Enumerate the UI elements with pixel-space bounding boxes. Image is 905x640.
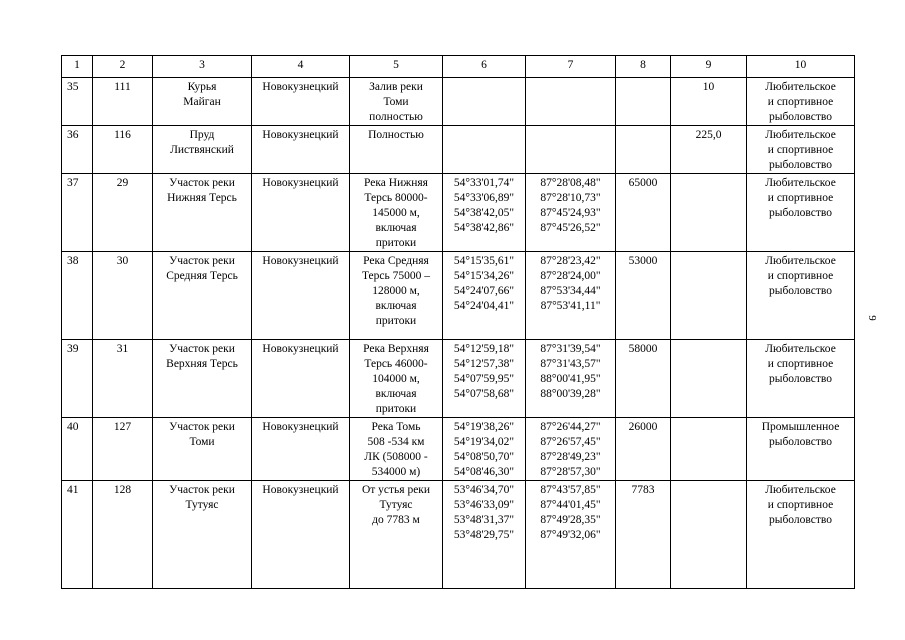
- register-id-cell: 29: [93, 174, 153, 252]
- district-cell: Новокузнецкий: [252, 78, 350, 126]
- area-cell: [671, 340, 747, 418]
- latitude-line: 54°15'35,61": [453, 255, 515, 267]
- longitude-line: 88°00'41,95": [540, 373, 601, 385]
- longitude-line: 87°53'34,44": [540, 285, 601, 297]
- longitude-line: 87°26'57,45": [540, 436, 601, 448]
- boundary-description-cell: [350, 418, 443, 481]
- latitude-cell: [443, 126, 526, 174]
- header-cell: 1: [62, 56, 93, 78]
- description-line: 508 -534 км: [367, 436, 425, 448]
- area-cell: [671, 418, 747, 481]
- longitude-line: 87°28'10,73": [540, 192, 601, 204]
- longitude-line: 87°53'41,11": [540, 300, 601, 312]
- longitude-line: 87°28'24,00": [540, 270, 601, 282]
- description-line: 145000 м,: [372, 207, 420, 219]
- header-cell: 8: [616, 56, 671, 78]
- description-line: 534000 м): [371, 466, 421, 478]
- water-body-name-cell: [153, 252, 252, 340]
- purpose-cell: [747, 340, 855, 418]
- length-cell: 26000: [616, 418, 671, 481]
- description-line: притоки: [375, 237, 417, 249]
- purpose-cell: [747, 481, 855, 589]
- latitude-line: 54°12'57,38": [453, 358, 515, 370]
- table-row: [62, 78, 855, 126]
- longitude-line: 87°49'28,35": [540, 514, 601, 526]
- latitude-cell: [443, 340, 526, 418]
- register-id-cell: 128: [93, 481, 153, 589]
- longitude-line: 87°26'44,27": [540, 421, 601, 433]
- longitude-line: 87°49'32,06": [540, 529, 601, 541]
- table-row: [62, 481, 855, 589]
- header-cell: 4: [252, 56, 350, 78]
- table-row: [62, 126, 855, 174]
- table-header-row: [62, 56, 855, 78]
- description-line: притоки: [375, 315, 417, 327]
- area-cell: [671, 174, 747, 252]
- water-body-name-cell: [153, 174, 252, 252]
- register-id-cell: 116: [93, 126, 153, 174]
- length-cell: 53000: [616, 252, 671, 340]
- name-line: Участок реки: [169, 421, 235, 433]
- district-cell: Новокузнецкий: [252, 252, 350, 340]
- purpose-line: рыболовство: [768, 285, 832, 297]
- district-cell: Новокузнецкий: [252, 481, 350, 589]
- row-number-cell: 40: [62, 418, 93, 481]
- header-cell: 7: [526, 56, 616, 78]
- latitude-line: 54°12'59,18": [453, 343, 515, 355]
- area-cell: 10: [671, 78, 747, 126]
- purpose-line: и спортивное: [767, 499, 834, 511]
- latitude-line: 54°15'34,26": [453, 270, 515, 282]
- latitude-line: 54°24'07,66": [453, 285, 515, 297]
- purpose-cell: [747, 418, 855, 481]
- longitude-line: 87°31'43,57": [540, 358, 601, 370]
- latitude-line: 53°46'33,09": [453, 499, 515, 511]
- description-line: 104000 м,: [372, 373, 420, 385]
- description-line: Река Нижняя: [364, 177, 428, 189]
- table-row: [62, 174, 855, 252]
- water-body-name-cell: [153, 340, 252, 418]
- latitude-line: 54°19'34,02": [453, 436, 515, 448]
- purpose-cell: [747, 126, 855, 174]
- row-number-cell: 35: [62, 78, 93, 126]
- longitude-line: 87°28'08,48": [540, 177, 601, 189]
- longitude-line: 87°43'57,85": [540, 484, 601, 496]
- description-line: Томи: [383, 96, 409, 108]
- boundary-description-cell: [350, 126, 443, 174]
- description-line: до 7783 м: [372, 514, 420, 526]
- page-number: 9: [866, 315, 878, 321]
- water-body-name-cell: [153, 481, 252, 589]
- name-line: Средняя Терсь: [166, 270, 238, 282]
- fishing-areas-table: [61, 55, 855, 589]
- name-line: Верхняя Терсь: [166, 358, 238, 370]
- longitude-cell: [526, 340, 616, 418]
- header-cell: 3: [153, 56, 252, 78]
- description-line: включая: [375, 388, 417, 400]
- name-line: Участок реки: [169, 177, 235, 189]
- water-body-name-cell: [153, 418, 252, 481]
- register-id-cell: 31: [93, 340, 153, 418]
- length-cell: 65000: [616, 174, 671, 252]
- purpose-line: и спортивное: [767, 270, 834, 282]
- description-line: Терсь 80000-: [364, 192, 428, 204]
- description-line: Река Средняя: [363, 255, 429, 267]
- row-number-cell: 39: [62, 340, 93, 418]
- boundary-description-cell: [350, 481, 443, 589]
- latitude-line: 54°07'58,68": [453, 388, 515, 400]
- water-body-name-cell: [153, 78, 252, 126]
- latitude-line: 54°07'59,95": [453, 373, 515, 385]
- name-line: Участок реки: [169, 343, 235, 355]
- purpose-line: Любительское: [765, 255, 836, 267]
- latitude-line: 54°08'50,70": [453, 451, 515, 463]
- description-line: полностью: [369, 111, 423, 123]
- latitude-line: 54°38'42,05": [453, 207, 515, 219]
- purpose-cell: [747, 78, 855, 126]
- description-line: 128000 м,: [372, 285, 420, 297]
- description-line: Терсь 46000-: [364, 358, 428, 370]
- length-cell: [616, 126, 671, 174]
- district-cell: Новокузнецкий: [252, 418, 350, 481]
- boundary-description-cell: [350, 78, 443, 126]
- purpose-line: Любительское: [765, 484, 836, 496]
- latitude-cell: [443, 481, 526, 589]
- purpose-line: Любительское: [765, 177, 836, 189]
- longitude-line: 88°00'39,28": [540, 388, 601, 400]
- purpose-line: и спортивное: [767, 192, 834, 204]
- longitude-cell: [526, 252, 616, 340]
- header-cell: 5: [350, 56, 443, 78]
- description-line: притоки: [375, 403, 417, 415]
- name-line: Участок реки: [169, 255, 235, 267]
- description-line: включая: [375, 300, 417, 312]
- district-cell: Новокузнецкий: [252, 174, 350, 252]
- latitude-cell: [443, 78, 526, 126]
- row-number-cell: 41: [62, 481, 93, 589]
- table-row: [62, 340, 855, 418]
- name-line: Листвянский: [170, 144, 234, 156]
- district-cell: Новокузнецкий: [252, 126, 350, 174]
- longitude-cell: [526, 126, 616, 174]
- header-cell: 2: [93, 56, 153, 78]
- area-cell: 225,0: [671, 126, 747, 174]
- area-cell: [671, 481, 747, 589]
- longitude-line: 87°28'23,42": [540, 255, 601, 267]
- name-line: Тутуяс: [185, 499, 219, 511]
- latitude-cell: [443, 418, 526, 481]
- description-line: Река Томь: [371, 421, 421, 433]
- longitude-line: 87°44'01,45": [540, 499, 601, 511]
- length-cell: 58000: [616, 340, 671, 418]
- district-cell: Новокузнецкий: [252, 340, 350, 418]
- row-number-cell: 36: [62, 126, 93, 174]
- header-cell: 9: [671, 56, 747, 78]
- latitude-cell: [443, 252, 526, 340]
- register-id-cell: 111: [93, 78, 153, 126]
- purpose-line: рыболовство: [768, 436, 832, 448]
- longitude-line: 87°28'49,23": [540, 451, 601, 463]
- water-body-name-cell: [153, 126, 252, 174]
- purpose-cell: [747, 252, 855, 340]
- description-line: включая: [375, 222, 417, 234]
- purpose-line: и спортивное: [767, 96, 834, 108]
- row-number-cell: 38: [62, 252, 93, 340]
- longitude-line: 87°45'26,52": [540, 222, 601, 234]
- name-line: Майган: [183, 96, 221, 108]
- description-line: ЛК (508000 -: [364, 451, 428, 463]
- latitude-line: 53°48'29,75": [453, 529, 515, 541]
- longitude-line: 87°45'24,93": [540, 207, 601, 219]
- purpose-line: Любительское: [765, 81, 836, 93]
- description-line: Полностью: [368, 129, 424, 141]
- purpose-line: рыболовство: [768, 514, 832, 526]
- name-line: Участок реки: [169, 484, 235, 496]
- purpose-line: Любительское: [765, 343, 836, 355]
- area-cell: [671, 252, 747, 340]
- latitude-line: 54°08'46,30": [453, 466, 515, 478]
- table-row: [62, 252, 855, 340]
- latitude-line: 54°19'38,26": [453, 421, 515, 433]
- boundary-description-cell: [350, 252, 443, 340]
- purpose-line: рыболовство: [768, 159, 832, 171]
- purpose-line: рыболовство: [768, 373, 832, 385]
- purpose-line: Промышленное: [761, 421, 840, 433]
- latitude-line: 53°48'31,37": [453, 514, 515, 526]
- name-line: Курья: [187, 81, 217, 93]
- header-cell: 10: [747, 56, 855, 78]
- latitude-line: 54°33'01,74": [453, 177, 515, 189]
- register-id-cell: 127: [93, 418, 153, 481]
- latitude-line: 53°46'34,70": [453, 484, 515, 496]
- name-line: Нижняя Терсь: [167, 192, 237, 204]
- name-line: Пруд: [189, 129, 215, 141]
- purpose-line: Любительское: [765, 129, 836, 141]
- name-line: Томи: [189, 436, 215, 448]
- purpose-cell: [747, 174, 855, 252]
- purpose-line: рыболовство: [768, 111, 832, 123]
- boundary-description-cell: [350, 174, 443, 252]
- header-cell: 6: [443, 56, 526, 78]
- row-number-cell: 37: [62, 174, 93, 252]
- purpose-line: рыболовство: [768, 207, 832, 219]
- latitude-line: 54°24'04,41": [453, 300, 515, 312]
- boundary-description-cell: [350, 340, 443, 418]
- length-cell: [616, 78, 671, 126]
- register-id-cell: 30: [93, 252, 153, 340]
- longitude-cell: [526, 78, 616, 126]
- purpose-line: и спортивное: [767, 358, 834, 370]
- longitude-cell: [526, 174, 616, 252]
- latitude-cell: [443, 174, 526, 252]
- table-row: [62, 418, 855, 481]
- description-line: От устья реки: [361, 484, 431, 496]
- purpose-line: и спортивное: [767, 144, 834, 156]
- description-line: Река Верхняя: [363, 343, 429, 355]
- latitude-line: 54°38'42,86": [453, 222, 515, 234]
- longitude-line: 87°28'57,30": [540, 466, 601, 478]
- description-line: Тутуяс: [379, 499, 413, 511]
- length-cell: 7783: [616, 481, 671, 589]
- description-line: Залив реки: [369, 81, 423, 93]
- longitude-cell: [526, 481, 616, 589]
- longitude-line: 87°31'39,54": [540, 343, 601, 355]
- longitude-cell: [526, 418, 616, 481]
- latitude-line: 54°33'06,89": [453, 192, 515, 204]
- description-line: Терсь 75000 –: [361, 270, 431, 282]
